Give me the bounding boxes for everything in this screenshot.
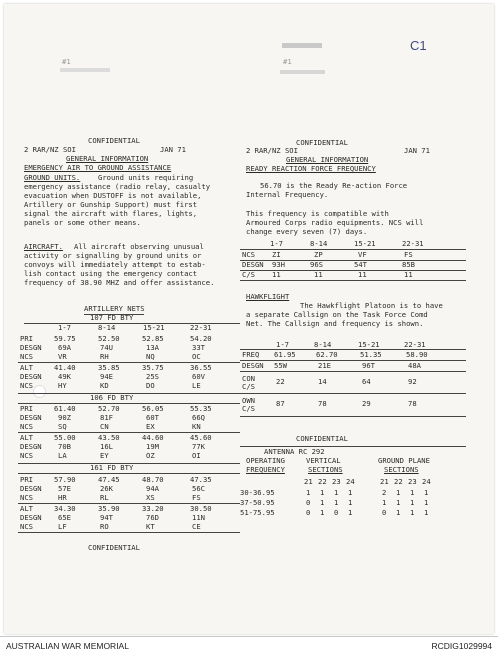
cell: 78 (408, 399, 417, 408)
antenna-head-ground-plane: GROUND PLANE (378, 456, 430, 465)
cell: 76D (146, 513, 159, 522)
cell: 85B (402, 260, 415, 269)
ground-units-line-2: evacuation when DUSTOFF is not available, (24, 191, 202, 200)
ground-units-line-1: emergency assistance (radio relay, casualty (24, 182, 211, 191)
cell: KD (100, 381, 109, 390)
cell: 47.45 (98, 475, 120, 484)
cell: 1 (320, 498, 325, 507)
cell: EX (146, 422, 155, 431)
antenna-col: 22 (318, 477, 327, 486)
cell: 48.70 (142, 475, 164, 484)
ground-units-label: GROUND UNITS. (24, 173, 81, 182)
cell: 43.50 (98, 433, 120, 442)
cell: 74U (100, 343, 113, 352)
cell: 1 (306, 488, 311, 497)
ready-line-0: 56.70 is the Ready Re-action Force (260, 181, 408, 190)
antenna-freq: 30-36.95 (240, 488, 275, 497)
faded-stamp-top (282, 43, 322, 48)
cell: 87 (276, 399, 285, 408)
cell: 30.50 (190, 504, 212, 513)
antenna-col: 24 (422, 477, 431, 486)
cell: 33.20 (142, 504, 164, 513)
hawkflight-line-0: The Hawkflight Platoon is to have (300, 301, 443, 310)
faded-header-left: #1 (62, 57, 71, 66)
row-label: DESGN (20, 513, 42, 522)
ready-heading: READY REACTION FORCE FREQUENCY (246, 164, 376, 173)
cell: 58.90 (406, 350, 428, 359)
cell: 51.35 (360, 350, 382, 359)
right-mid-confidential: CONFIDENTIAL (296, 434, 348, 443)
cell: 54T (354, 260, 367, 269)
antenna-freq: 37-50.95 (240, 498, 275, 507)
cell: 2 (382, 488, 387, 497)
cell: 69A (58, 343, 71, 352)
cell: 48A (408, 361, 421, 370)
archive-id: RCDIG1029994 (431, 641, 492, 651)
cell: 22 (276, 377, 285, 386)
handwritten-mark: C1 (410, 38, 427, 53)
cell: 34.30 (54, 504, 76, 513)
row-label: NCS (20, 493, 33, 502)
hawkflight-line-2: Net. The Callsign and frequency is shown. (246, 319, 424, 328)
cell: FS (404, 250, 413, 259)
cell: 56C (192, 484, 205, 493)
row-label: DESGN (20, 484, 42, 493)
faded-stamp-left (60, 68, 110, 72)
cell: 90Z (58, 413, 71, 422)
row-label: NCS (20, 422, 33, 431)
cell: VR (58, 352, 67, 361)
ground-units-line-5: panels or some other means. (24, 218, 141, 227)
cell: 70B (58, 442, 71, 451)
antenna-head-frequency: FREQUENCY (246, 465, 285, 474)
aircraft-line-2: convoys will immediately attempt to estab- (24, 260, 206, 269)
cell: OI (192, 451, 201, 460)
antenna-head-operating: OPERATING (246, 456, 285, 465)
row-label: ALT (20, 504, 33, 513)
cell: 96S (310, 260, 323, 269)
artillery-title: ARTILLERY NETS (84, 304, 145, 313)
cell: 44.60 (142, 433, 164, 442)
period-header: 22-31 (402, 239, 424, 248)
cell: 81F (100, 413, 113, 422)
punch-hole (33, 385, 46, 398)
cell: EY (100, 451, 109, 460)
cell: 60V (192, 372, 205, 381)
cell: 11 (272, 270, 281, 279)
armoured-line-1: Armoured Corps radio equipments. NCS will (246, 218, 424, 227)
period-header: 8-14 (310, 239, 328, 248)
cell: 1 (424, 488, 429, 497)
period-header: 1-7 (270, 239, 283, 248)
cell: 1 (410, 508, 415, 517)
cell: CN (100, 422, 109, 431)
cell: 66Q (192, 413, 205, 422)
battery-title: 107 FD BTY (90, 313, 134, 322)
cell: HY (58, 381, 67, 390)
antenna-col: 23 (408, 477, 417, 486)
cell: LF (58, 522, 67, 531)
period-header: 15-21 (354, 239, 376, 248)
cell: 26K (100, 484, 113, 493)
cell: 64 (362, 377, 371, 386)
aircraft-line-3: lish contact using the emergency contact (24, 269, 198, 278)
cell: 16L (100, 442, 113, 451)
left-confidential: CONFIDENTIAL (88, 136, 140, 145)
right-unit: 2 RAR/NZ SOI (246, 146, 298, 155)
cell: 96T (362, 361, 375, 370)
cell: KT (146, 522, 155, 531)
antenna-head-gp-sections: SECTIONS (384, 465, 419, 474)
cell: 11 (358, 270, 367, 279)
period-header: 1-7 (58, 323, 71, 332)
cell: 1 (424, 498, 429, 507)
row-label: ALT (20, 433, 33, 442)
archive-footer (0, 636, 498, 654)
cell: 19M (146, 442, 159, 451)
cell: 0 (334, 508, 339, 517)
cell: 11N (192, 513, 205, 522)
row-label: PRI (20, 334, 33, 343)
cell: 33T (192, 343, 205, 352)
antenna-col: 22 (394, 477, 403, 486)
cell: 11 (314, 270, 323, 279)
cell: 0 (306, 498, 311, 507)
row-label: NCS (242, 250, 255, 259)
row-label: DESGN (20, 343, 42, 352)
cell: 94A (146, 484, 159, 493)
cell: 55W (274, 361, 287, 370)
cell: 62.70 (316, 350, 338, 359)
faded-stamp-right (280, 70, 325, 74)
hawkflight-label: HAWKFLIGHT (246, 292, 290, 301)
cell: 21E (318, 361, 331, 370)
cell: FS (192, 493, 201, 502)
cell: 55.35 (190, 404, 212, 413)
cell: 11 (404, 270, 413, 279)
cell: 94E (100, 372, 113, 381)
cell: ZI (272, 250, 281, 259)
cell: 1 (334, 488, 339, 497)
cell: 1 (396, 498, 401, 507)
cell: 1 (410, 488, 415, 497)
cell: OC (192, 352, 201, 361)
cell: 65E (58, 513, 71, 522)
cell: 1 (396, 508, 401, 517)
cell: 1 (348, 498, 353, 507)
cell: SQ (58, 422, 67, 431)
ground-units-line-4: signal the aircraft with flares, lights, (24, 209, 198, 218)
row-label: ALT (20, 363, 33, 372)
armoured-line-2: change every seven (7) days. (246, 227, 368, 236)
emergency-heading: EMERGENCY AIR TO GROUND ASSISTANCE (24, 163, 172, 172)
cell: 25S (146, 372, 159, 381)
aircraft-label: AIRCRAFT. (24, 242, 63, 251)
cell: 36.55 (190, 363, 212, 372)
cell: 49K (58, 372, 71, 381)
row-label: DESGN (20, 372, 42, 381)
cell: 60T (146, 413, 159, 422)
cell: 1 (382, 498, 387, 507)
row-label: DESGN (20, 413, 42, 422)
row-label: PRI (20, 475, 33, 484)
antenna-freq: 51-75.95 (240, 508, 275, 517)
period-header: 15-21 (143, 323, 165, 332)
period-header: 22-31 (190, 323, 212, 332)
cell: 0 (382, 508, 387, 517)
left-bottom-confidential: CONFIDENTIAL (88, 543, 140, 552)
cell: 52.70 (98, 404, 120, 413)
cell: CE (192, 522, 201, 531)
cell: 35.90 (98, 504, 120, 513)
cell: 56.05 (142, 404, 164, 413)
cell: HR (58, 493, 67, 502)
cell: 77K (192, 442, 205, 451)
row-label: C/S (242, 270, 255, 279)
antenna-head-sections: SECTIONS (308, 465, 343, 474)
cell: 52.85 (142, 334, 164, 343)
cell: 14 (318, 377, 327, 386)
left-date: JAN 71 (160, 145, 186, 154)
cell: 35.75 (142, 363, 164, 372)
row-label: DESGN (242, 260, 264, 269)
cell: 0 (306, 508, 311, 517)
cell: 93H (272, 260, 285, 269)
cell: 1 (424, 508, 429, 517)
antenna-col: 23 (332, 477, 341, 486)
cell: 1 (410, 498, 415, 507)
aircraft-line-1: activity or signalling by ground units or (24, 251, 202, 260)
cell: XS (146, 493, 155, 502)
right-date: JAN 71 (404, 146, 430, 155)
cell: 47.35 (190, 475, 212, 484)
cell: 35.85 (98, 363, 120, 372)
period-header: 8-14 (314, 340, 332, 349)
right-confidential: CONFIDENTIAL (296, 138, 348, 147)
period-header: 1-7 (276, 340, 289, 349)
cell: 78 (318, 399, 327, 408)
ready-line-1: Internal Frequency. (246, 190, 329, 199)
period-header: 15-21 (358, 340, 380, 349)
ground-units-line-0: Ground units requiring (98, 173, 194, 182)
cell: RL (100, 493, 109, 502)
cell: 1 (396, 488, 401, 497)
cell: 1 (334, 498, 339, 507)
cell: 59.75 (54, 334, 76, 343)
row-label: PRI (20, 404, 33, 413)
armoured-line-0: This frequency is compatible with (246, 209, 389, 218)
row-label: CON C/S (242, 374, 255, 391)
cell: LA (58, 451, 67, 460)
row-label: NCS (20, 522, 33, 531)
cell: RO (100, 522, 109, 531)
cell: 57E (58, 484, 71, 493)
cell: 1 (320, 488, 325, 497)
left-unit: 2 RAR/NZ SOI (24, 145, 76, 154)
cell: 41.40 (54, 363, 76, 372)
cell: 29 (362, 399, 371, 408)
cell: 13A (146, 343, 159, 352)
cell: 55.00 (54, 433, 76, 442)
period-header: 8-14 (98, 323, 116, 332)
cell: 1 (348, 488, 353, 497)
left-general-info: GENERAL INFORMATION (66, 154, 149, 163)
row-label: NCS (20, 451, 33, 460)
row-label: NCS (20, 381, 33, 390)
row-label: NCS (20, 352, 33, 361)
cell: 92 (408, 377, 417, 386)
cell: NQ (146, 352, 155, 361)
cell: RH (100, 352, 109, 361)
battery-title: 106 FD BTY (90, 393, 134, 402)
antenna-col: 21 (380, 477, 389, 486)
antenna-col: 24 (346, 477, 355, 486)
aircraft-line-4: frequency of 38.90 MHZ and offer assistance. (24, 278, 215, 287)
antenna-title: ANTENNA RC 292 (264, 447, 325, 456)
row-label: FREQ (242, 350, 260, 359)
cell: DO (146, 381, 155, 390)
cell: 1 (320, 508, 325, 517)
cell: OZ (146, 451, 155, 460)
cell: 57.90 (54, 475, 76, 484)
cell: 45.60 (190, 433, 212, 442)
cell: 61.40 (54, 404, 76, 413)
archive-name: AUSTRALIAN WAR MEMORIAL (6, 641, 129, 651)
cell: ZP (314, 250, 323, 259)
antenna-head-vertical: VERTICAL (306, 456, 341, 465)
row-label: DESGN (20, 442, 42, 451)
cell: VF (358, 250, 367, 259)
cell: 94T (100, 513, 113, 522)
cell: LE (192, 381, 201, 390)
cell: 1 (348, 508, 353, 517)
cell: 52.50 (98, 334, 120, 343)
period-header: 22-31 (404, 340, 426, 349)
row-label: DESGN (242, 361, 264, 370)
cell: KN (192, 422, 201, 431)
faded-header-mid: #1 (283, 57, 292, 66)
aircraft-line-0: All aircraft observing unusual (74, 242, 204, 251)
hawkflight-line-1: a separate Callsign on the Task Force Comd (246, 310, 428, 319)
cell: 54.20 (190, 334, 212, 343)
ground-units-line-3: Artillery or Gunship Support) must first (24, 200, 198, 209)
row-label: OWN C/S (242, 396, 255, 413)
cell: 61.95 (274, 350, 296, 359)
right-general-info: GENERAL INFORMATION (286, 155, 369, 164)
battery-title: 161 FD BTY (90, 463, 134, 472)
antenna-col: 21 (304, 477, 313, 486)
